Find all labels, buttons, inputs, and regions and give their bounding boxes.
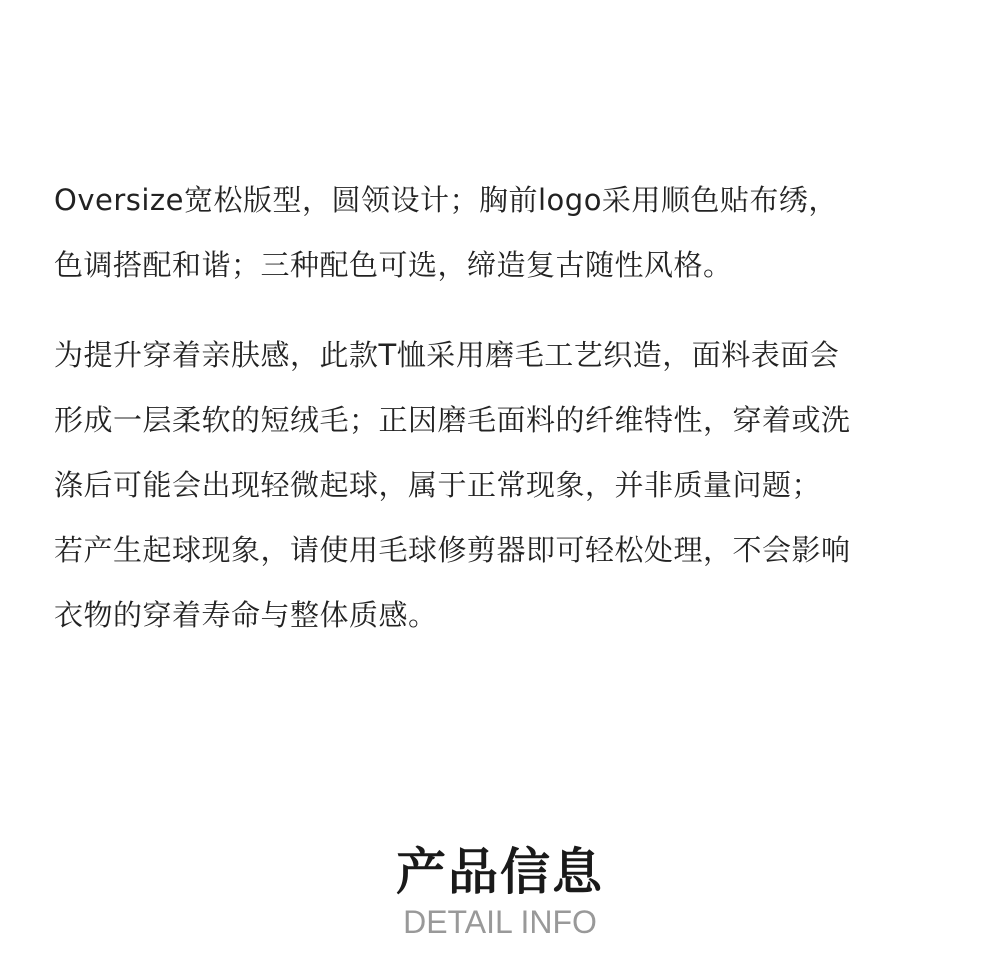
- description-line: 为提升穿着亲肤感，此款T恤采用磨毛工艺织造，面料表面会: [54, 338, 840, 372]
- description-line: 若产生起球现象，请使用毛球修剪器即可轻松处理，不会影响: [54, 533, 851, 567]
- description-paragraph-fabric: [54, 323, 954, 648]
- description-paragraph-fit: [54, 168, 954, 298]
- description-line: 涤后可能会出现轻微起球，属于正常现象，并非质量问题；: [54, 468, 822, 502]
- section-title-en: DETAIL INFO: [403, 904, 597, 940]
- section-title-cn: 产品信息: [396, 843, 604, 901]
- description-line: Oversize宽松版型，圆领设计；胸前logo采用顺色贴布绣，: [54, 183, 838, 217]
- description-line: 形成一层柔软的短绒毛；正因磨毛面料的纤维特性，穿着或洗: [54, 403, 851, 437]
- description-line: 衣物的穿着寿命与整体质感。: [54, 598, 438, 632]
- section-heading: [0, 838, 1000, 940]
- description-line: 色调搭配和谐；三种配色可选，缔造复古随性风格。: [54, 248, 733, 282]
